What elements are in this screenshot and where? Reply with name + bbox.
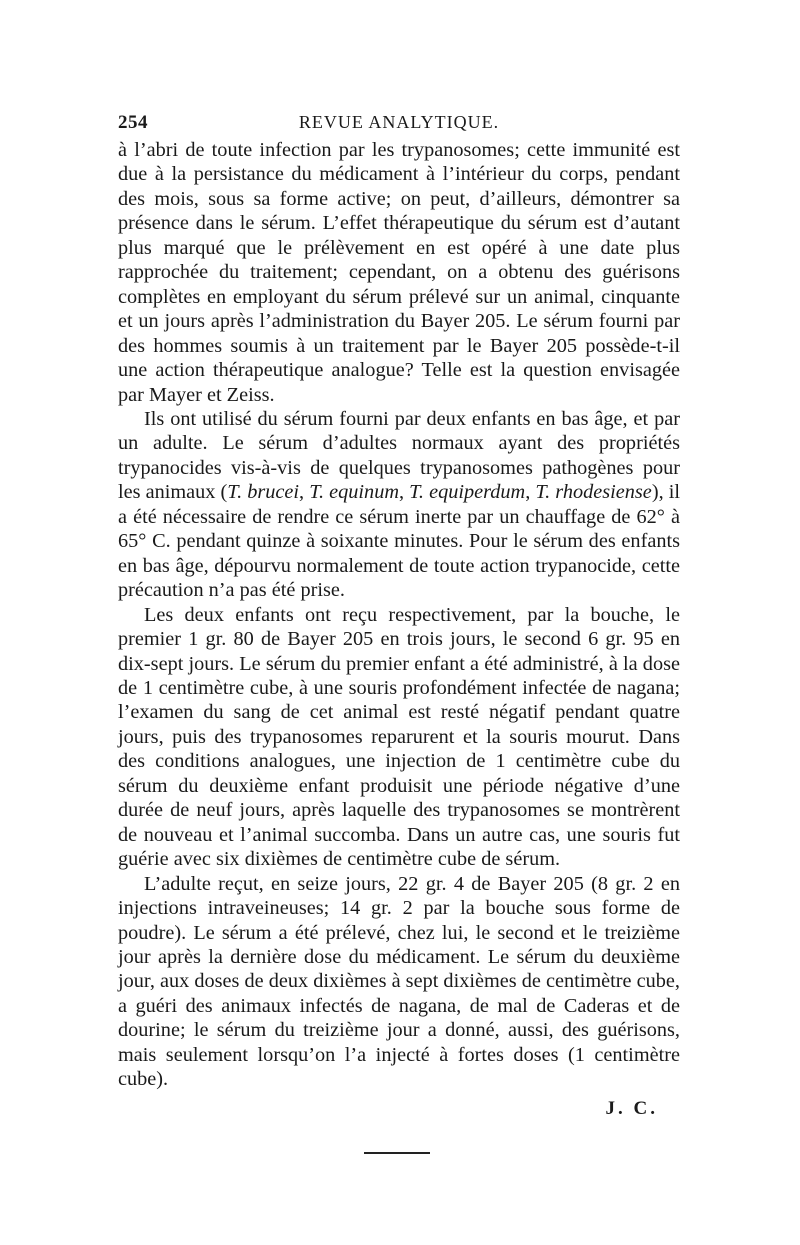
running-head: REVUE ANALYTIQUE. [298,112,500,132]
end-rule [364,1152,430,1154]
paragraph-3-text: Les deux enfants ont reçu respectivement, par la bouche, le premier 1 gr. 80 de Bayer 205 en trois jours, le second 6 gr. 95 en dix-sept jours. Le sérum du premier enfant a été administré, à la dose de 1 centimètre cube, à une souris profondément infectée de nagana; l’examen du sang de cet animal est resté négatif pendant quatre jours, puis des trypanosomes reparurent et la souris mourut. Dans des conditions analogues, une injection de 1 centimètre cube du sérum du deuxième enfant produisit une période négative d’une durée de neuf jours, après laquelle des trypanosomes se montrèrent de nouveau et l’animal succomba. Dans un autre cas, une souris fut guérie avec six dixièmes de centimètre cube de sérum. [118,603,680,871]
paragraph-4 [118,872,680,1092]
species-name: T. brucei [227,481,300,504]
article-body [118,138,680,1092]
paragraph-2-text-before: Ils ont utilisé du sérum fourni par deux enfants en bas âge, et par un adulte. Le sérum d’adultes normaux ayant des propriétés trypanocides vis-à-vis de quelques trypanosomes pathogènes pour les animaux ( [118,407,680,504]
paragraph-2: Ils ont utilisé du sérum fourni par deux enfants en bas âge, et par un adulte. Le sérum d’adultes normaux ayant des propriétés trypanocides vis-à-vis de quelques trypanosomes pathogènes pour les animaux (T. brucei, T. equinum, T. equiperdum, T. rhodesiense), il a été nécessaire de rendre ce sérum inerte par un chauffage de 62° à 65° C. pendant quinze à soixante minutes. Pour le sérum des enfants en bas âge, dépourvu normalement de toute action trypanocide, cette précaution n’a pas été prise. [118,407,680,602]
paragraph-4-text: L’adulte reçut, en seize jours, 22 gr. 4 de Bayer 205 (8 gr. 2 en injections intraveineuses; 14 gr. 2 par la bouche sous forme de poudre). Le sérum a été prélevé, chez lui, le second et le treizième jour après la dernière dose du médicament. Le sérum du deuxième jour, aux doses de deux dixièmes à sept dixièmes de centimètre cube, a guéri des animaux infectés de nagana, de mal de Caderas et de dourine; le sérum du treizième jour a donné, aussi, des guérisons, mais seulement lorsqu’on l’a injecté à fortes doses (1 centimètre cube). [118,872,680,1091]
paragraph-1 [118,138,680,407]
document-page [118,108,680,1154]
species-name: T. rhodesiense [535,481,652,504]
paragraph-2-text-after: ), il a été nécessaire de rendre ce sérum inerte par un chauffage de 62° à 65° C. pendant quinze à soixante minutes. Pour le sérum des enfants en bas âge, dépourvu normalement de toute action trypanocide, cette précaution n’a pas été prise. [118,481,680,602]
page-header [118,108,680,138]
paragraph-1-text: à l’abri de toute infection par les trypanosomes; cette immunité est due à la persistance du médicament à l’intérieur du corps, pendant des mois, sous sa forme active; on peut, d’ailleurs, démontrer sa présence dans le sérum. L’effet thérapeutique du sérum est d’autant plus marqué que le prélèvement en est opéré à une date plus rapprochée du traitement; cependant, on a obtenu des guérisons complètes en employant du sérum prélevé sur un animal, cinquante et un jours après l’administration du Bayer 205. Le sérum fourni par des hommes soumis à un traitement par le Bayer 205 possède-t-il une action thérapeutique analogue? Telle est la question envisagée par Mayer et Zeiss. [118,139,680,406]
species-name: T. equiperdum [409,481,526,504]
paragraph-3 [118,603,680,872]
page-number: 254 [118,112,148,133]
species-name: T. equinum [309,481,399,504]
author-signature: J. C. [605,1097,658,1119]
